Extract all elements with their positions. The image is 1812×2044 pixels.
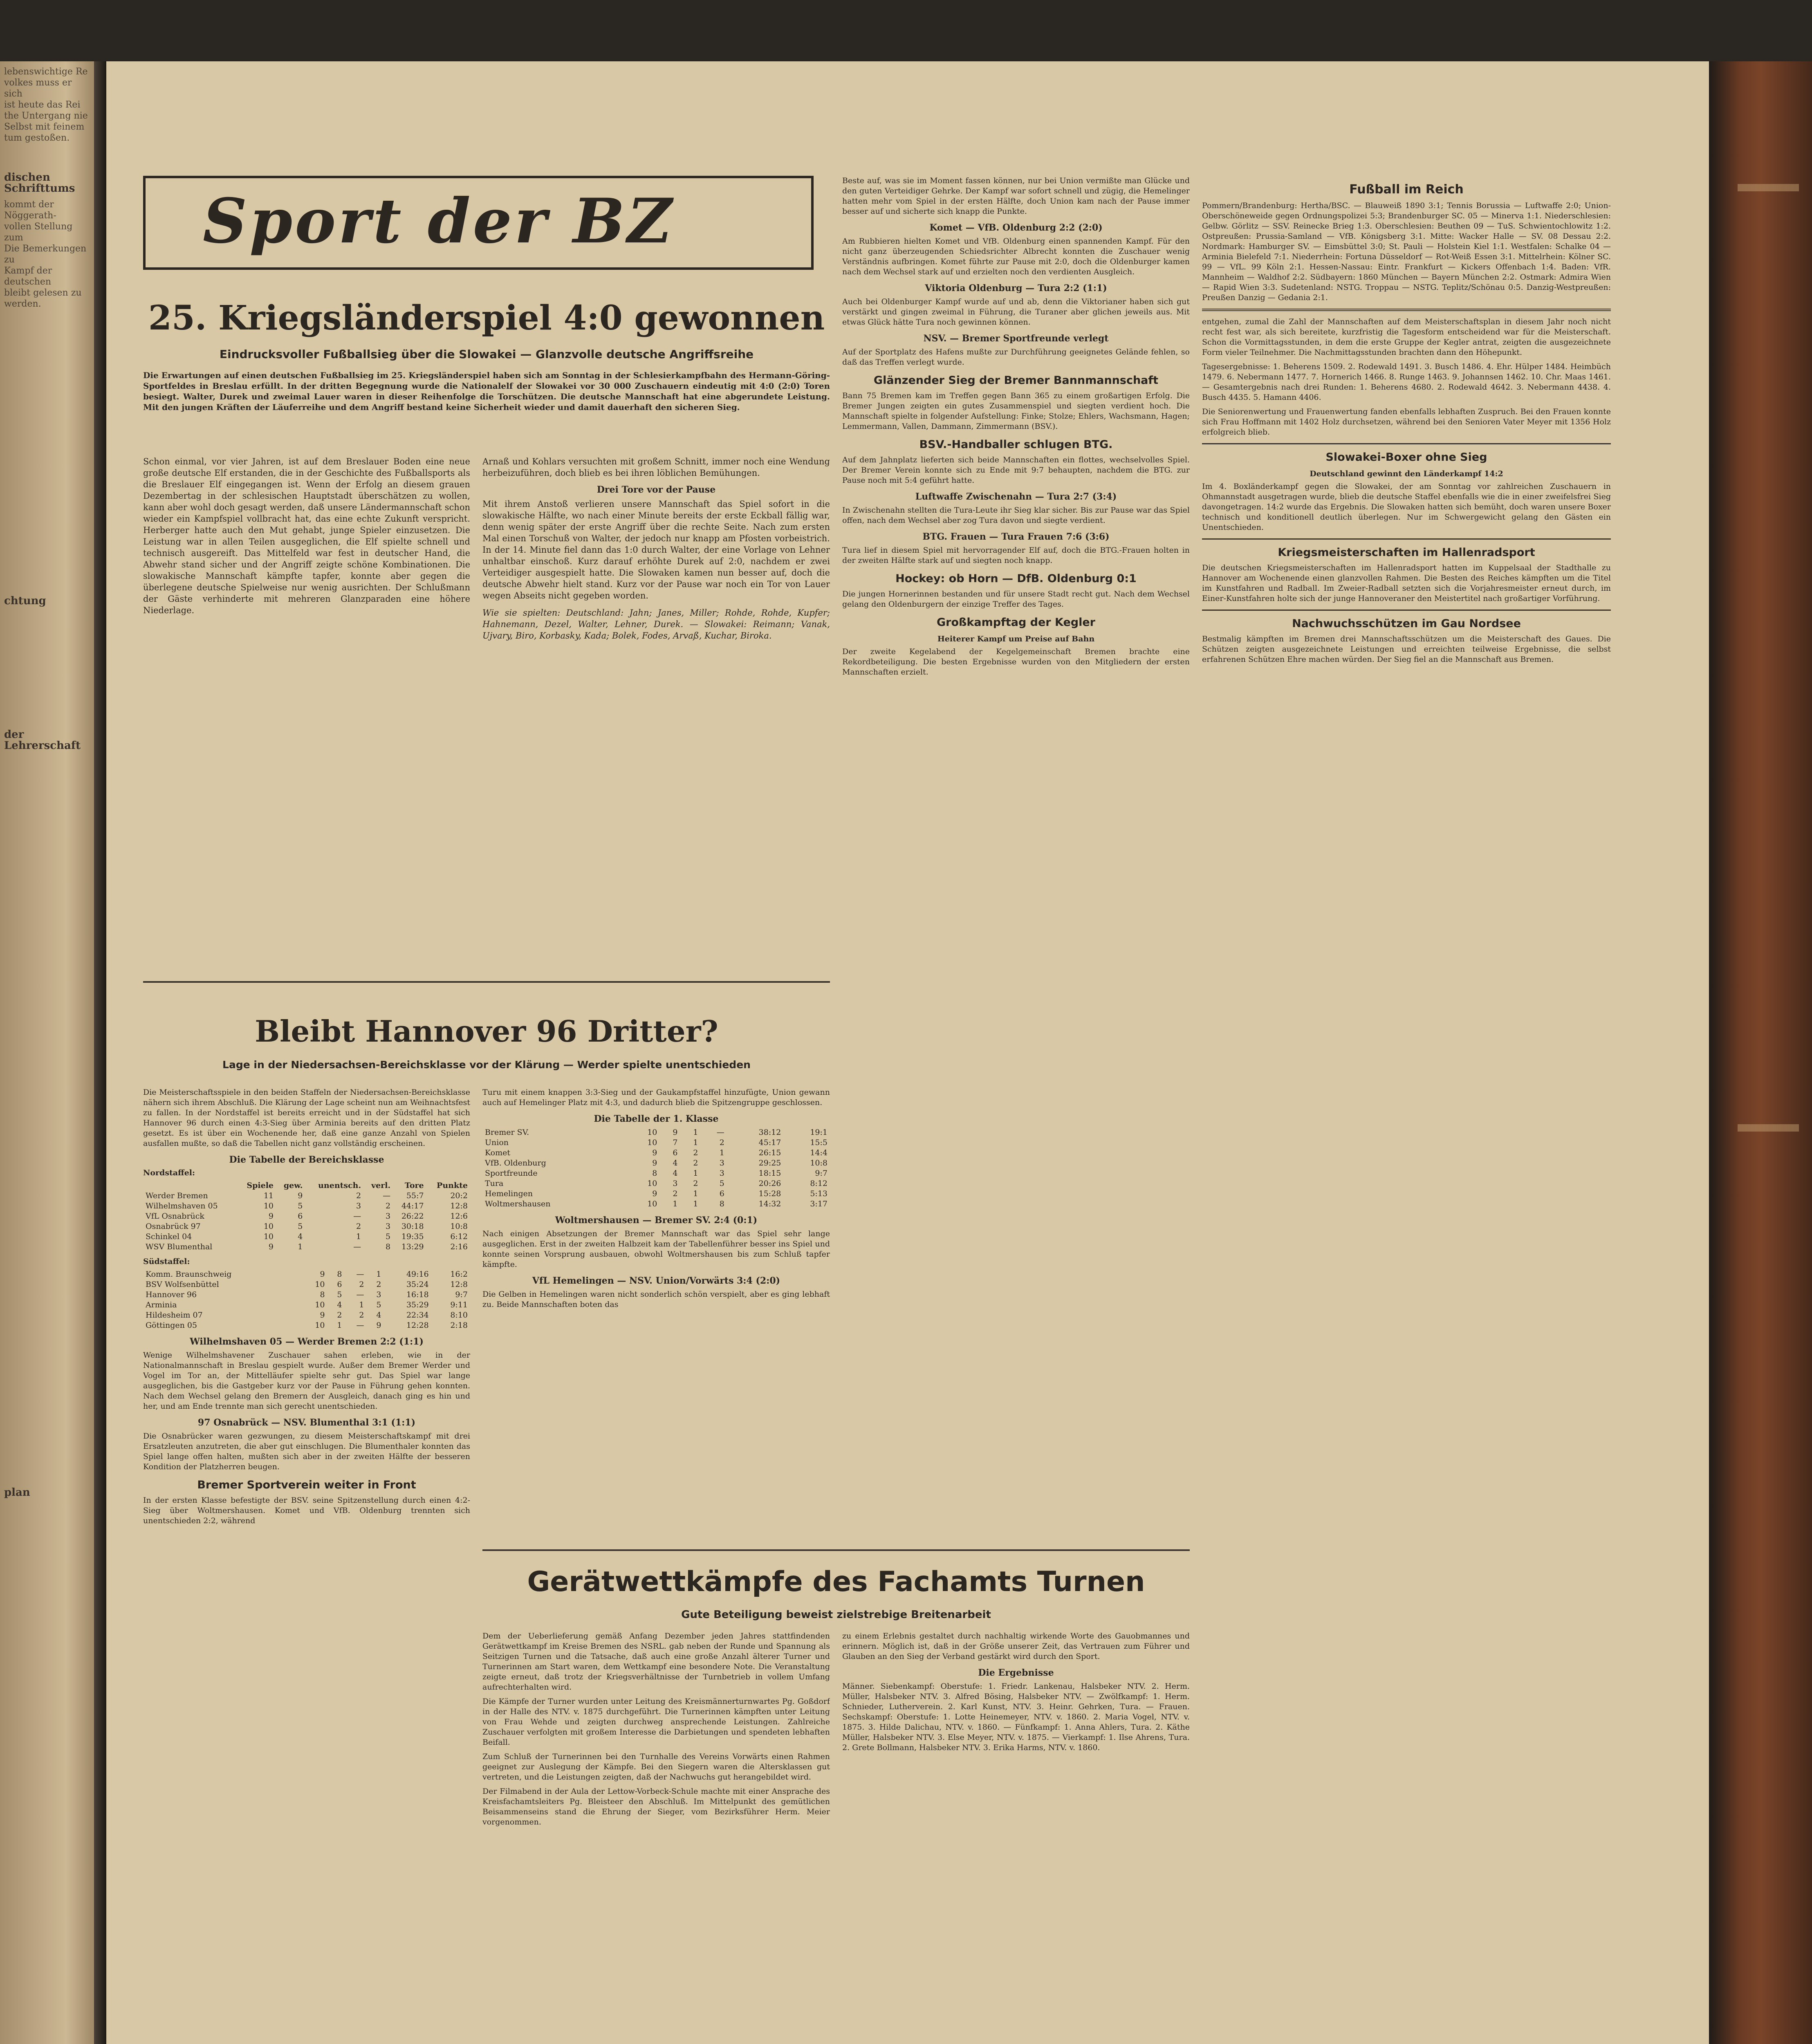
team-name: Bremer SV. bbox=[485, 1128, 529, 1137]
left-page-heading: plan bbox=[4, 1486, 30, 1499]
table-cell: 5 bbox=[298, 1222, 303, 1231]
table-cell: 8 bbox=[337, 1270, 342, 1279]
table-cell: 2 bbox=[356, 1222, 361, 1231]
table-cell: — bbox=[356, 1290, 364, 1299]
werder-body: In der ersten Klasse befestigte der BSV. seine Spitzenstellung durch einen 4:2-Sieg über Woltmershausen. Komet und VfB. Oldenburg trennten sich unentschieden 2:2, während bbox=[143, 1496, 470, 1525]
handball-body: Auf dem Jahnplatz lieferten sich beide Mannschaften ein flottes, wechselvolles Spiel. Der Bremer Verein konnte sich zu Ende mit 9:7 behaupten, nachdem die BTG. zur Pause noch mit 5:4 geführt hatte. bbox=[842, 455, 1190, 485]
table-cell: 9 bbox=[320, 1270, 325, 1279]
table-cell: 19:35 bbox=[401, 1232, 424, 1241]
table-cell: 2 bbox=[376, 1280, 381, 1289]
hockey-body: Die jungen Hornerinnen bestanden und für unsere Stadt recht gut. Nach dem Wechsel gelang den Oldenburgern der einzige Treffer des Tages. bbox=[842, 589, 1190, 609]
table-cell: 9 bbox=[652, 1159, 657, 1168]
table-cell: 6 bbox=[719, 1189, 724, 1198]
team-name: Hemelingen bbox=[485, 1189, 533, 1198]
table-cell: 12:8 bbox=[450, 1201, 468, 1210]
team-name: BSV Wolfsenbüttel bbox=[146, 1280, 219, 1289]
match-body: Wenige Wilhelmshavener Zuschauer sahen erleben, wie in der Nationalmannschaft in Breslau gespielt wurde. Außer dem Bremer Werder und Vogel im Tor an, der Mittelläufer spielte sehr gut. Das Spiel war lange ausgeglichen, bis die Gastgeber kurz vor der Pause in Führung gehen konnten. Nach dem Wechsel gelang den Bremern der Ausgleich, danach ging es hin und her, und am Ende trennte man sich gerecht unentschieden. bbox=[143, 1351, 470, 1411]
table-cell: 2 bbox=[693, 1159, 698, 1168]
lead-lineup: Wie sie spielten: Deutschland: Jahn; Janes, Miller; Rohde, Rohde, Kupfer; Hahnemann, Dezel, Walter, Lehner, Durek. — Slowakei: Reimann; Vanak, Ujvary, Biro, Korbasky, Kada; Bolek, Fodes, Arvaß, Kuchar, Biroka. bbox=[482, 608, 830, 641]
divider bbox=[1202, 538, 1611, 540]
table-row bbox=[482, 1127, 830, 1138]
masthead-title: Sport der BZ bbox=[203, 185, 675, 257]
table-cell: 2 bbox=[356, 1191, 361, 1200]
table-cell: 1 bbox=[693, 1189, 698, 1198]
table-cell: 1 bbox=[356, 1232, 361, 1241]
table-row bbox=[482, 1158, 830, 1168]
match-head: BTG. Frauen — Tura Frauen 7:6 (3:6) bbox=[922, 531, 1110, 542]
results-head: Die Ergebnisse bbox=[978, 1667, 1054, 1678]
table-cell: 9 bbox=[673, 1128, 678, 1137]
team-name: Schinkel 04 bbox=[146, 1232, 192, 1241]
table-cell: — bbox=[353, 1212, 361, 1221]
table-cell: 5:13 bbox=[810, 1189, 828, 1198]
table-cell: 3 bbox=[719, 1169, 724, 1178]
bann-body: Bann 75 Bremen kam im Treffen gegen Bann 365 zu einem großartigen Erfolg. Die Bremer Jungen zeigten ein gutes Zusammenspiel und siegten verdient hoch. Die Mannschaft spielte in folgender Aufstellung: Finke; Stolze; Ehlers, Wachsmann, Hagen; Lemmermann, Vallen, Dammann, Zimmermann (BSV.). bbox=[842, 391, 1190, 431]
table-row bbox=[143, 1221, 470, 1232]
team-name: VfB. Oldenburg bbox=[485, 1159, 546, 1168]
table-cell: 10:8 bbox=[810, 1159, 828, 1168]
turnen-body: zu einem Erlebnis gestaltet durch nachhaltig wirkende Worte des Gauobmannes und erinnern. Möglich ist, daß in der Größe unserer Zeit, das Vertrauen zum Führer und Glauben an den Sieg der Verband gestärkt wird durch den Sport. bbox=[842, 1632, 1190, 1661]
table-cell: 10 bbox=[263, 1222, 274, 1231]
right-body: entgehen, zumal die Zahl der Mannschaften auf dem Meisterschaftsplan in diesem Jahr noch nicht recht fest war, als sich bereitete, kurzfristig die Tagesform entscheidend war für die Meisterschaft. Schon die Vormittagsstunden, in dem die erste Gruppe der Kegler antrat, zeigten die ausgezeichnete Form vieler Teilnehmer. Die Nachmittagsstunden brachten dann den Höhepunkt. bbox=[1202, 317, 1611, 357]
table-cell: 10 bbox=[647, 1199, 657, 1208]
team-name: Osnabrück 97 bbox=[146, 1222, 201, 1231]
table-cell: 2:18 bbox=[450, 1321, 468, 1330]
table-cell: 3 bbox=[386, 1222, 391, 1231]
team-name: Woltmershausen bbox=[485, 1199, 551, 1208]
reich-header: Fußball im Reich bbox=[1349, 182, 1464, 197]
werder-head: Bremer Sportverein weiter in Front bbox=[197, 1479, 416, 1491]
table-cell: 12:8 bbox=[450, 1280, 468, 1289]
table-cell: 2 bbox=[719, 1138, 724, 1147]
table-cell: 18:15 bbox=[758, 1169, 781, 1178]
hannover-deck: Lage in der Niedersachsen-Bereichsklasse vor der Klärung — Werder spielte unentschieden bbox=[222, 1059, 751, 1071]
hockey-head: Hockey: ob Horn — DfB. Oldenburg 0:1 bbox=[895, 572, 1137, 585]
turnen-column-left bbox=[482, 1631, 830, 2044]
table-cell: 45:17 bbox=[758, 1138, 781, 1147]
table-row bbox=[482, 1199, 830, 1209]
table-cell: 26:15 bbox=[758, 1148, 781, 1157]
team-name: Sportfreunde bbox=[485, 1169, 538, 1178]
table-header: unentsch. bbox=[318, 1181, 361, 1190]
match-head: Luftwaffe Zwischenahn — Tura 2:7 (3:4) bbox=[915, 491, 1117, 502]
table-cell: 8:10 bbox=[450, 1311, 468, 1320]
lead-deck: Eindrucksvoller Fußballsieg über die Slowakei — Glanzvolle deutsche Angriffsreihe bbox=[219, 347, 754, 361]
table-cell: 30:18 bbox=[401, 1222, 424, 1231]
table-cell: 6 bbox=[337, 1280, 342, 1289]
table-cell: 1 bbox=[719, 1148, 724, 1157]
lead-headline: 25. Kriegsländerspiel 4:0 gewonnen bbox=[148, 298, 825, 338]
table-cell: 12:28 bbox=[406, 1321, 429, 1330]
table-row bbox=[143, 1269, 470, 1280]
table-cell: 20:26 bbox=[758, 1179, 781, 1188]
table-cell: 6:12 bbox=[450, 1232, 468, 1241]
lead-body: Mit ihrem Anstoß verlieren unsere Mannschaft das Spiel sofort in die slowakische Hälfte, wo nach einer Minute bereits der erste Eckball fällig war, denn wenig später der erste Angriff über die rechte Seite. Nach zum ersten Mal einen Torschuß von Walter, der jedoch nur knapp am Pfosten vorbeistrich. In der 14. Minute fiel dann das 1:0 durch Walter, der eine Vorlage von Lehner unhaltbar einschoß. Kurz darauf erhöhte Durek auf 2:0, nachdem er zwei Verteidiger ausgespielt hatte. Die Slowaken kamen nun besser auf, doch die deutsche Abwehr hielt stand. Kurz vor der Pause war noch ein Tor von Lauer wegen Abseits nicht gegeben worden. bbox=[482, 499, 830, 601]
hannover-column bbox=[143, 1087, 470, 2044]
table-cell: 9:11 bbox=[450, 1300, 468, 1309]
table-cell: 9 bbox=[320, 1311, 325, 1320]
table-cell: — bbox=[716, 1128, 724, 1137]
lead-body: Arnaß und Kohlars versuchten mit großem Schnitt, immer noch eine Wendung herbeizuführen, doch blieb es bei ihren löblichen Bemühungen. bbox=[482, 457, 830, 478]
match-head: Komet — VfB. Oldenburg 2:2 (2:0) bbox=[929, 222, 1103, 233]
table-cell: 4 bbox=[376, 1311, 381, 1320]
table-cell: 4 bbox=[673, 1169, 678, 1178]
table-cell: 1 bbox=[337, 1321, 342, 1330]
table-cell: 2:16 bbox=[450, 1242, 468, 1251]
lead-column-right bbox=[482, 456, 830, 975]
divider bbox=[1202, 610, 1611, 611]
handball-head: BSV.-Handballer schlugen BTG. bbox=[919, 438, 1113, 451]
table-cell: 8 bbox=[320, 1290, 325, 1299]
table-cell: 4 bbox=[337, 1300, 342, 1309]
table-row bbox=[143, 1191, 470, 1201]
table-cell: 14:32 bbox=[758, 1199, 781, 1208]
nord-label: Nordstaffel: bbox=[143, 1168, 195, 1177]
team-name: WSV Blumenthal bbox=[146, 1242, 213, 1251]
table-row bbox=[143, 1280, 470, 1290]
boxer-body: Im 4. Boxländerkampf gegen die Slowakei, der am Sonntag vor zahlreichen Zuschauern in Ohmannstadt ausgetragen wurde, blieb die deutsche Staffel ebenfalls wie die in einer zweifelsfrei Sieg davongetragen. 14:2 wurde das Ergebnis. Die Slowaken hatten sich bemüht, doch waren unsere Boxer technisch und konditionell deutlich überlegen. Nur im Schwergewicht gelang den Gästen ein Unentschieden. bbox=[1202, 482, 1611, 532]
team-name: Wilhelmshaven 05 bbox=[146, 1201, 218, 1210]
table-cell: 6 bbox=[673, 1148, 678, 1157]
match-body: Die Gelben in Hemelingen waren nicht sonderlich schön verspielt, aber es ging lebhaft zu. Beide Mannschaften boten das bbox=[482, 1290, 830, 1309]
reich-results: Pommern/Brandenburg: Hertha/BSC. — Blauweiß 1890 3:1; Tennis Borussia — Luftwaffe 2:0; Union-Oberschöneweide gegen Ordnungspolizei 5:3; Brandenburger SC. 05 — Minerva 1:1. Niederschlesien: Gelbw. Görlitz — SSV. Reinecke Brieg 1:3. Oberschlesien: Beuthen 09 — TuS. Schwientochlowitz 1:2. Ostpreußen: Prussia-Samland — VfB. Königsberg 3:1. Mitte: Wacker Halle — SV. 08 Dessau 2:2. Nordmark: Hamburger SV. — Eimsbüttel 3:0; St. Pauli — Holstein Kiel 1:1. Westfalen: Schalke 04 — Arminia Bielefeld 7:1. Niederrhein: Fortuna Düsseldorf — Rot-Weiß Essen 3:1. Mittelrhein: Kölner SC. 99 — VfL. 99 Köln 2:1. Hessen-Nassau: Eintr. Frankfurt — Kickers Offenbach 1:4. Baden: VfR. Mannheim — Waldhof 2:2. Südbayern: 1860 München — Bayern München 2:2. Ostmark: Admira Wien — Rapid Wien 3:3. Sudetenland: NSTG. Troppau — NSTG. Teplitz/Schönau 0:5. Danzig-Westpreußen: Preußen Danzig — Gedania 2:1. bbox=[1202, 201, 1611, 302]
table-cell: 10 bbox=[315, 1321, 325, 1330]
table-cell: 6 bbox=[298, 1212, 303, 1221]
turnen-column-right bbox=[842, 1631, 1190, 2044]
table-row bbox=[482, 1138, 830, 1148]
masthead-box bbox=[143, 176, 814, 270]
table-cell: 15:5 bbox=[810, 1138, 828, 1147]
table-cell: 13:29 bbox=[401, 1242, 424, 1251]
sued-table bbox=[143, 1269, 470, 1331]
left-page-text: kommt der Nöggerath- vollen Stellung zum Die Bemerkungen zu Kampf der deutschen bleibt gelesen zu werden. bbox=[4, 199, 87, 309]
book-spine bbox=[1709, 61, 1812, 2044]
turnen-body: Dem der Ueberlieferung gemäß Anfang Dezember jeden Jahres stattfindenden Gerätwettkampf im Kreise Bremen des NSRL. gab neben der Runde und Spannung als Seitzigen Turnen und die Tatsache, daß auch eine große Anzahl älterer Turner und Turnerinnen am Start waren, dem Wettkampf eine besondere Note. Die Veranstaltung zeigte erneut, daß trotz der Kriegsverhältnisse der Turnbetrieb in vollem Umfang aufrechterhalten wird. bbox=[482, 1632, 830, 1692]
left-page-text: lebenswichtige Re volkes muss er sich ist heute das Rei the Untergang nie Selbst mit feinem tum gestoßen. bbox=[4, 67, 88, 143]
table-cell: 55:7 bbox=[406, 1191, 424, 1200]
klasse1-column bbox=[482, 1087, 830, 1545]
table-cell: 2 bbox=[337, 1311, 342, 1320]
divider bbox=[1202, 443, 1611, 444]
left-facing-page bbox=[0, 61, 94, 2044]
table-cell: 9 bbox=[268, 1242, 274, 1251]
table-cell: 3 bbox=[376, 1290, 381, 1299]
team-name: Arminia bbox=[146, 1300, 177, 1309]
right-column bbox=[1202, 176, 1611, 2044]
match-head: Viktoria Oldenburg — Tura 2:2 (1:1) bbox=[925, 283, 1107, 294]
team-name: VfL Osnabrück bbox=[146, 1212, 204, 1221]
match-head: Wilhelmshaven 05 — Werder Bremen 2:2 (1:1) bbox=[190, 1336, 424, 1347]
lead-intro bbox=[143, 370, 830, 452]
table-caption: Die Tabelle der Bereichsklasse bbox=[229, 1154, 384, 1165]
table-cell: 2 bbox=[359, 1280, 364, 1289]
table-row bbox=[143, 1310, 470, 1320]
table-header: verl. bbox=[371, 1181, 391, 1190]
table-cell: 2 bbox=[359, 1311, 364, 1320]
left-page-heading: dischen Schrifttums bbox=[4, 171, 75, 195]
match-head: Woltmershausen — Bremer SV. 2:4 (0:1) bbox=[555, 1215, 758, 1226]
kegler-body: Der zweite Kegelabend der Kegelgemeinschaft Bremen brachte eine Rekordbeteiligung. Die besten Ergebnisse wurden von den Mitgliedern der ersten Mannschaften erzielt. bbox=[842, 647, 1190, 677]
table-cell: 3 bbox=[719, 1159, 724, 1168]
table-cell: 9 bbox=[376, 1321, 381, 1330]
match-body: Am Rubbieren hielten Komet und VfB. Oldenburg einen spannenden Kampf. Für den nicht ganz überzeugenden Schiedsrichter Albrecht konnten die Zuschauer wenig Verständnis aufbringen. Komet führte zur Pause mit 2:0, doch die Oldenburger kamen nach dem Wechsel stark auf und erzielten noch den verdienten Ausgleich. bbox=[842, 237, 1190, 276]
table-cell: 11 bbox=[263, 1191, 274, 1200]
match-body: Auf der Sportplatz des Hafens mußte zur Durchführung geeignetes Gelände fehlen, so daß das Treffen verlegt wurde. bbox=[842, 347, 1190, 367]
table-cell: 26:22 bbox=[401, 1212, 424, 1221]
table-header: Punkte bbox=[437, 1181, 468, 1190]
turnen-body: Zum Schluß der Turnerinnen bei den Turnhalle des Vereins Vorwärts einen Rahmen geeignet zur Auslegung der Kämpfe. Bei den Siegern waren die Altersklassen gut vertreten, und die Leistungen zeigten, daß der Nachwuchs gut herangebildet wird. bbox=[482, 1752, 830, 1782]
left-page-heading: der Lehrerschaft bbox=[4, 728, 81, 752]
table-cell: 5 bbox=[337, 1290, 342, 1299]
table-cell: 9 bbox=[268, 1212, 274, 1221]
kegler-head: Großkampftag der Kegler bbox=[936, 616, 1095, 629]
table-header: Spiele bbox=[247, 1181, 274, 1190]
table-cell: 2 bbox=[673, 1189, 678, 1198]
table-row bbox=[143, 1300, 470, 1310]
table-cell: 7 bbox=[673, 1138, 678, 1147]
spine-band bbox=[1738, 1124, 1799, 1132]
table-cell: 10 bbox=[263, 1201, 274, 1210]
table-cell: 1 bbox=[693, 1138, 698, 1147]
team-name: Hildesheim 07 bbox=[146, 1311, 203, 1320]
match-body: In Zwischenahn stellten die Tura-Leute ihr Sieg klar sicher. Bis zur Pause war das Spiel offen, nach dem Wechsel aber zog Tura davon und siegte verdient. bbox=[842, 506, 1190, 525]
table-row bbox=[143, 1211, 470, 1221]
table-cell: 1 bbox=[693, 1199, 698, 1208]
table-cell: — bbox=[383, 1191, 391, 1200]
nord-table bbox=[143, 1181, 470, 1252]
team-name: Komm. Braunschweig bbox=[146, 1270, 232, 1279]
section-divider bbox=[482, 1549, 1190, 1553]
table-cell: 35:24 bbox=[406, 1280, 429, 1289]
table-cell: 22:34 bbox=[406, 1311, 429, 1320]
table-cell: 2 bbox=[693, 1148, 698, 1157]
table-cell: 49:16 bbox=[406, 1270, 429, 1279]
table-cell: 10 bbox=[315, 1300, 325, 1309]
table-cell: 9 bbox=[298, 1191, 303, 1200]
table-cell: 44:17 bbox=[401, 1201, 424, 1210]
table-cell: 16:2 bbox=[450, 1270, 468, 1279]
table-cell: 1 bbox=[298, 1242, 303, 1251]
spine-band bbox=[1738, 184, 1799, 191]
table-cell: 1 bbox=[376, 1270, 381, 1279]
table-row bbox=[143, 1232, 470, 1242]
nachwuchs-body: Bestmalig kämpften im Bremen drei Mannschaftsschützen um die Meisterschaft des Gaues. Die Schützen zeigten ausgezeichnete Leistungen und erreichten teilweise Ergebnisse, die selbst erfahrenen Schützen Ehre machen würden. Der Sieg fiel an die Mannschaft aus Bremen. bbox=[1202, 634, 1611, 664]
turnen-results: Männer. Siebenkampf: Oberstufe: 1. Friedr. Lankenau, Halsbeker NTV. 2. Herm. Müller, Halsbeker NTV. 3. Alfred Bösing, Halsbeker NTV. — Zwölfkampf: 1. Herm. Schnieder, Lutherverein. 2. Karl Kunst, NTV. 3. Heinr. Gehrken, Tura. — Frauen. Sechskampf: Oberstufe: 1. Lotte Heinemeyer, NTV. v. 1860. 2. Maria Vogel, NTV. v. 1875. 3. Hilde Dalichau, NTV. v. 1860. — Fünfkampf: 1. Anna Ahlers, Tura. 2. Käthe Müller, Halsbeker NTV. 3. Else Meyer, NTV. v. 1875. — Vierkampf: 1. Ilse Ahrens, Tura. 2. Grete Bollmann, Halsbeker NTV. 3. Erika Harms, NTV. v. 1860. bbox=[842, 1682, 1190, 1752]
table-cell: 16:18 bbox=[406, 1290, 429, 1299]
lead-subhead: Drei Tore vor der Pause bbox=[597, 484, 716, 495]
table-cell: 10:8 bbox=[450, 1222, 468, 1231]
table-cell: 3 bbox=[673, 1179, 678, 1188]
table-cell: 8 bbox=[652, 1169, 657, 1178]
right-results: Tagesergebnisse: 1. Beherens 1509. 2. Rodewald 1491. 3. Busch 1486. 4. Ehr. Hülper 1484. Heimbüch 1479. 6. Nebermann 1477. 7. Hornerich 1466. 8. Runge 1463. 9. Johannsen 1462. 10. Chr. Maas 1461. — Gesamtergebnis nach drei Runden: 1. Beherens 4680. 2. Rodewald 4642. 3. Nebermann 4438. 4. Busch 4435. 5. Hamann 4406. bbox=[1202, 362, 1611, 402]
table-cell: 5 bbox=[386, 1232, 391, 1241]
bann-head: Glänzender Sieg der Bremer Bannmannschaft bbox=[873, 374, 1159, 387]
team-name: Union bbox=[485, 1138, 509, 1147]
match-body: Die Osnabrücker waren gezwungen, zu diesem Meisterschaftskampf mit drei Ersatzleuten anzutreten, die aber gut einschlugen. Die Blumenthaler konnten das Spiel lange offen halten, mußten sich aber in der zweiten Hälfte der besseren Kondition der Platzherren beugen. bbox=[143, 1432, 470, 1471]
sued-label: Südstaffel: bbox=[143, 1257, 190, 1266]
table-cell: 8:12 bbox=[810, 1179, 828, 1188]
klasse1-body: Turu mit einem knappen 3:3-Sieg und der Gaukampfstaffel hinzufügte, Union gewann auch auf Hemelinger Platz mit 4:3, und dadurch blieb die Spitzengruppe geschlossen. bbox=[482, 1088, 830, 1107]
turnen-body: Der Filmabend in der Aula der Lettow-Vorbeck-Schule machte mit einer Ansprache des Kreisfachamtsleiters Pg. Bleisteer den Abschluß. Im Mittelpunkt des gemütlichen Beisammenseins stand die Ehrung der Sieger, vom Bezirksführer Herm. Meier vorgenommen. bbox=[482, 1787, 830, 1827]
halle-body: Die deutschen Kriegsmeisterschaften im Hallenradsport hatten im Kuppelsaal der Stadthalle zu Hannover am Wochenende einen glanzvollen Rahmen. Die Besten des Reiches kämpften um die Titel im Kunstfahren und Radball. Im Zweier-Radball setzten sich die Vorjahresmeister erneut durch, im Einer-Kunstfahren holte sich der junge Hannoveraner den Meistertitel nach großartiger Vorführung. bbox=[1202, 563, 1611, 603]
table-cell: 8 bbox=[719, 1199, 724, 1208]
right-body: Die Seniorenwertung und Frauenwertung fanden ebenfalls lebhaften Zuspruch. Bei den Frauen konnte sich Frau Hoffmann mit 1402 Holz durchsetzen, während bei den Senioren Vater Meyer mit 1356 Holz erfolgreich blieb. bbox=[1202, 407, 1611, 437]
lead-body: Schon einmal, vor vier Jahren, ist auf dem Breslauer Boden eine neue große deutsche Elf erstanden, die in der Geschichte des Fußballsports als die Breslauer Elf eingegangen ist. Wenn der Erfolg an diesem grauen Dezembertag in der schlesischen Hauptstadt überschätzen zu wollen, kann aber wohl doch gesagt werden, daß unsere Ländermannschaft schon wieder ein Kampfspiel vollbracht hat, das eine echte Zukunft verspricht. Herberger hatte auch den Mut gehabt, junge Spieler einzusetzen. Die Leistung war in allen Teilen ausgeglichen, die Elf spielte schnell und technisch ausgereift. Das Mittelfeld war fest in deutscher Hand, die Abwehr stand sicher und der Angriff zeigte schöne Kombinationen. Die slowakische Mannschaft kämpfte tapfer, konnte aber gegen die überlegene deutsche Spielweise nur wenig ausrichten. Der Schlußmann der Gäste verhinderte mit mehreren Glanzparaden eine höhere Niederlage. bbox=[143, 457, 470, 615]
table-cell: 12:6 bbox=[450, 1212, 468, 1221]
table-cell: 10 bbox=[647, 1138, 657, 1147]
table-cell: 2 bbox=[693, 1179, 698, 1188]
kegler-sub: Heiterer Kampf um Preise auf Bahn bbox=[937, 634, 1095, 643]
table-cell: 4 bbox=[298, 1232, 303, 1241]
turnen-headline: Gerätwettkämpfe des Fachamts Turnen bbox=[527, 1566, 1145, 1598]
lead-column-left bbox=[143, 456, 470, 975]
team-name: Werder Bremen bbox=[146, 1191, 208, 1200]
nachwuchs-head: Nachwuchsschützen im Gau Nordsee bbox=[1292, 617, 1521, 630]
match-body: Auch bei Oldenburger Kampf wurde auf und ab, denn die Viktorianer haben sich gut verstärkt und gingen zweimal in Führung, die Turaner aber glichen jeweils aus. Mit etwas Glück hätte Tura noch gewinnen können. bbox=[842, 297, 1190, 327]
boxer-head: Slowakei-Boxer ohne Sieg bbox=[1325, 451, 1487, 464]
table-cell: 1 bbox=[693, 1169, 698, 1178]
table-caption: Die Tabelle der 1. Klasse bbox=[594, 1114, 719, 1124]
table-cell: 20:2 bbox=[450, 1191, 468, 1200]
team-name: Göttingen 05 bbox=[146, 1321, 197, 1330]
table-cell: 9 bbox=[652, 1148, 657, 1157]
turnen-body: Die Kämpfe der Turner wurden unter Leitung des Kreismännerturnwartes Pg. Goßdorf in der Halle des NTV. v. 1875 durchgeführt. Die Turnerinnen kämpften unter Leitung von Frau Wehde und zeigten durchweg ansprechende Leistungen. Zahlreiche Zuschauer verfolgten mit großem Interesse die Darbietungen und spendeten lebhaften Beifall. bbox=[482, 1697, 830, 1747]
table-cell: 3 bbox=[386, 1212, 391, 1221]
table-row bbox=[143, 1242, 470, 1252]
hannover-body: Die Meisterschaftsspiele in den beiden Staffeln der Niedersachsen-Bereichsklasse nähern sich ihrem Abschluß. Die Klärung der Lage scheint nun am Weihnachtsfest zu fallen. In der Nordstaffel ist bereits erreicht und in der Südstaffel hat sich Hannover 96 durch einen 4:3-Sieg über Arminia bereits auf den dritten Platz gesetzt. Es ist über ein Wochenende her, daß eine ganze Anzahl von Spielen ausfallen mußte, so daß die Tabellen nicht ganz vollständig erscheinen. bbox=[143, 1088, 470, 1148]
table-cell: 3:17 bbox=[810, 1199, 828, 1208]
match-head: NSV. — Bremer Sportfreunde verlegt bbox=[923, 333, 1109, 344]
table-cell: 9 bbox=[652, 1189, 657, 1198]
table-cell: 2 bbox=[386, 1201, 391, 1210]
table-row bbox=[143, 1290, 470, 1300]
table-cell: 14:4 bbox=[810, 1148, 828, 1157]
table-cell: 29:25 bbox=[758, 1159, 781, 1168]
match-head: VfL Hemelingen — NSV. Union/Vorwärts 3:4 (2:0) bbox=[532, 1275, 780, 1286]
book-gutter bbox=[94, 61, 106, 2044]
table-cell: 4 bbox=[673, 1159, 678, 1168]
table-cell: 10 bbox=[315, 1280, 325, 1289]
table-cell: 15:28 bbox=[758, 1189, 781, 1198]
table-row bbox=[482, 1148, 830, 1158]
boxer-sub: Deutschland gewinnt den Länderkampf 14:2 bbox=[1310, 469, 1503, 478]
table-cell: 10 bbox=[263, 1232, 274, 1241]
table-cell: 5 bbox=[719, 1179, 724, 1188]
column-three bbox=[842, 176, 1190, 1541]
match-body: Nach einigen Absetzungen der Bremer Mannschaft war das Spiel sehr lange ausgeglichen. Erst in der zweiten Halbzeit kam der Tabellenführer besser ins Spiel und konnte seinen Vorsprung ausbauen, obwohl Woltmershausen bis zum Schluß tapfer kämpfte. bbox=[482, 1229, 830, 1269]
table-cell: 9:7 bbox=[455, 1290, 468, 1299]
table-row bbox=[482, 1189, 830, 1199]
table-cell: 10 bbox=[647, 1128, 657, 1137]
table-header: Tore bbox=[404, 1181, 424, 1190]
table-cell: 5 bbox=[376, 1300, 381, 1309]
col3-top: Beste auf, was sie im Moment fassen können, nur bei Union vermißte man Glücke und den guten Verteidiger Gehrke. Der Kampf war sofort schnell und zügig, die Hemelinger hatten mehr vom Spiel in der ersten Hälfte, doch Union kam nach der Pause immer besser auf und sicherte sich knapp die Punkte. bbox=[842, 176, 1190, 216]
hannover-headline: Bleibt Hannover 96 Dritter? bbox=[255, 1014, 718, 1049]
halle-head: Kriegsmeisterschaften im Hallenradsport bbox=[1278, 546, 1535, 559]
divider bbox=[1202, 309, 1611, 311]
lead-intro-text: Die Erwartungen auf einen deutschen Fußballsieg im 25. Kriegsländerspiel haben sich am Sonntag in der Schlesierkampfbahn des Hermann-Göring-Sportfeldes in Breslau erfüllt. In der dritten Begegnung wurde die Nationalelf der Slowakei vor 30 000 Zuschauern eindeutig mit 4:0 (2:0) Toren besiegt. Walter, Durek und zweimal Lauer waren in dieser Reihenfolge die Torschützen. Die deutsche Mannschaft hat eine abgerundete Leistung. Mit den jungen Kräften der Läuferreihe und dem Angriff bestand keine Sicherheit wieder und damit dauerhaft den sicheren Sieg. bbox=[143, 370, 830, 412]
table-row bbox=[482, 1179, 830, 1189]
table-cell: 3 bbox=[356, 1201, 361, 1210]
team-name: Hannover 96 bbox=[146, 1290, 197, 1299]
turnen-deck: Gute Beteiligung beweist zielstrebige Breitenarbeit bbox=[681, 1609, 991, 1621]
team-name: Komet bbox=[485, 1148, 511, 1157]
section-divider bbox=[143, 981, 830, 986]
table-cell: 19:1 bbox=[810, 1128, 828, 1137]
table-cell: 8 bbox=[386, 1242, 391, 1251]
table-cell: — bbox=[356, 1321, 364, 1330]
table-header-team bbox=[143, 1181, 237, 1191]
table-cell: 1 bbox=[673, 1199, 678, 1208]
table-header: gew. bbox=[283, 1181, 303, 1190]
table-cell: 9:7 bbox=[815, 1169, 828, 1178]
table-cell: — bbox=[353, 1242, 361, 1251]
table-cell: 10 bbox=[647, 1179, 657, 1188]
table-cell: — bbox=[356, 1270, 364, 1279]
table-cell: 1 bbox=[693, 1128, 698, 1137]
table-cell: 35:29 bbox=[406, 1300, 429, 1309]
table-row bbox=[143, 1201, 470, 1211]
match-body: Tura lief in diesem Spiel mit hervorragender Elf auf, doch die BTG.-Frauen holten in der zweiten Hälfte stark auf und siegten noch knapp. bbox=[842, 546, 1190, 565]
left-page-heading: chtung bbox=[4, 595, 46, 607]
table-cell: 38:12 bbox=[758, 1128, 781, 1137]
table-row bbox=[482, 1168, 830, 1179]
match-head: 97 Osnabrück — NSV. Blumenthal 3:1 (1:1) bbox=[197, 1417, 416, 1428]
klasse1-table bbox=[482, 1127, 830, 1209]
table-cell: 5 bbox=[298, 1201, 303, 1210]
table-cell: 1 bbox=[359, 1300, 364, 1309]
team-name: Tura bbox=[485, 1179, 504, 1188]
table-row bbox=[143, 1320, 470, 1331]
